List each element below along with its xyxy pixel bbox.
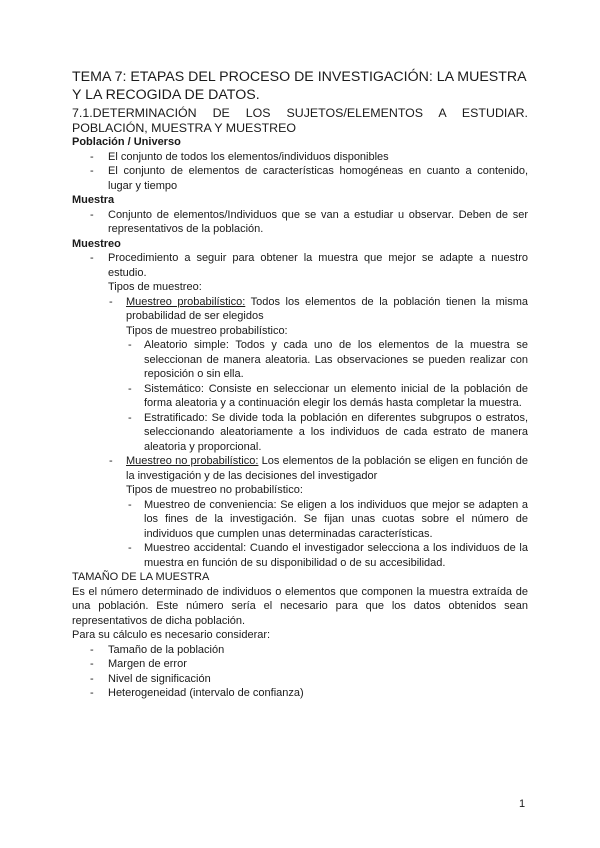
poblacion-heading: Población / Universo xyxy=(72,136,181,148)
list-item: - El conjunto de todos los elementos/individuos disponibles xyxy=(72,150,528,165)
list-item: - Nivel de significación xyxy=(72,672,528,687)
probabilistico-list xyxy=(126,338,528,454)
tipos-muestreo-list xyxy=(108,295,528,571)
list-item: - Estratificado: Se divide toda la población en diferentes subgrupos o estratos, seleccionando aleatoriamente a los individuos de cada estrato de manera aleatoria y proporcional. xyxy=(126,411,528,455)
list-item: - Sistemático: Consiste en seleccionar un elemento inicial de la población de forma aleatoria y a continuación elegir los demás hasta completar la muestra. xyxy=(126,382,528,411)
calculo-label: Para su cálculo es necesario considerar: xyxy=(72,629,271,641)
poblacion-list xyxy=(72,150,528,194)
muestreo-definition: Procedimiento a seguir para obtener la muestra que mejor se adapte a nuestro estudio. xyxy=(108,252,528,279)
section-title-line2: POBLACIÓN, MUESTRA Y MUESTREO xyxy=(72,120,296,135)
muestra-heading: Muestra xyxy=(72,194,115,206)
muestra-list xyxy=(72,208,528,237)
section-title xyxy=(72,106,528,135)
list-item-probabilistico xyxy=(108,295,528,455)
list-item: - Heterogeneidad (intervalo de confianza) xyxy=(72,686,528,701)
probabilistico-label: Muestreo probabilístico: xyxy=(126,295,246,308)
list-item: - Tamaño de la población xyxy=(72,643,528,658)
list-item: - Muestreo accidental: Cuando el investigador selecciona a los individuos de la muestra en función de su disponibilidad o de su accesibilidad. xyxy=(126,541,528,570)
list-item-no-probabilistico xyxy=(108,454,528,570)
document-page xyxy=(72,68,528,701)
tipos-muestreo-label: Tipos de muestreo: xyxy=(108,281,202,293)
list-item: - Margen de error xyxy=(72,657,528,672)
calculo-list xyxy=(72,643,528,701)
no-probabilistico-label: Muestreo no probabilístico: xyxy=(126,455,259,467)
probabilistico-text: Todos los elementos de la población tienen la misma probabilidad de ser elegidos xyxy=(126,295,528,322)
section-title-line1: 7.1.DETERMINACIÓN DE LOS SUJETOS/ELEMENTOS A ESTUDIAR. xyxy=(72,106,528,120)
list-item: - Muestreo de conveniencia: Se eligen a los individuos que mejor se adapten a los fines de la investigación. Se fijan unas cuotas sobre el número de individuos que cumplen unas determinadas características. xyxy=(126,498,528,542)
no-probabilistico-list xyxy=(126,498,528,571)
tamano-paragraph: Es el número determinado de individuos o elementos que componen la muestra extraída de una población. Este número sería el necesario para que los datos obtenidos sean representativos de dicha población. xyxy=(72,585,528,627)
list-item: - Conjunto de elementos/Individuos que se van a estudiar u observar. Deben de ser representativos de la población. xyxy=(72,208,528,237)
list-item: - El conjunto de elementos de características homogéneas en cuanto a contenido, lugar y tiempo xyxy=(72,164,528,193)
tamano-heading: TAMAÑO DE LA MUESTRA xyxy=(72,571,210,583)
tipos-no-probabilistico-label: Tipos de muestreo no probabilístico: xyxy=(126,484,303,496)
no-probabilistico-text: Los elementos de la población se eligen en función de la investigación y de las decisiones del investigador xyxy=(126,455,528,482)
list-item: - Aleatorio simple: Todos y cada uno de los elementos de la muestra se seleccionan de manera aleatoria. Las observaciones se pueden realizar con reposición o sin ella. xyxy=(126,338,528,382)
muestreo-heading: Muestreo xyxy=(72,237,121,250)
tipos-probabilistico-label: Tipos de muestreo probabilístico: xyxy=(126,324,288,337)
document-title: TEMA 7: ETAPAS DEL PROCESO DE INVESTIGACIÓN: LA MUESTRA Y LA RECOGIDA DE DATOS. xyxy=(72,69,526,103)
page-number: 1 xyxy=(519,798,526,810)
muestreo-list xyxy=(72,251,528,570)
list-item xyxy=(72,251,528,570)
